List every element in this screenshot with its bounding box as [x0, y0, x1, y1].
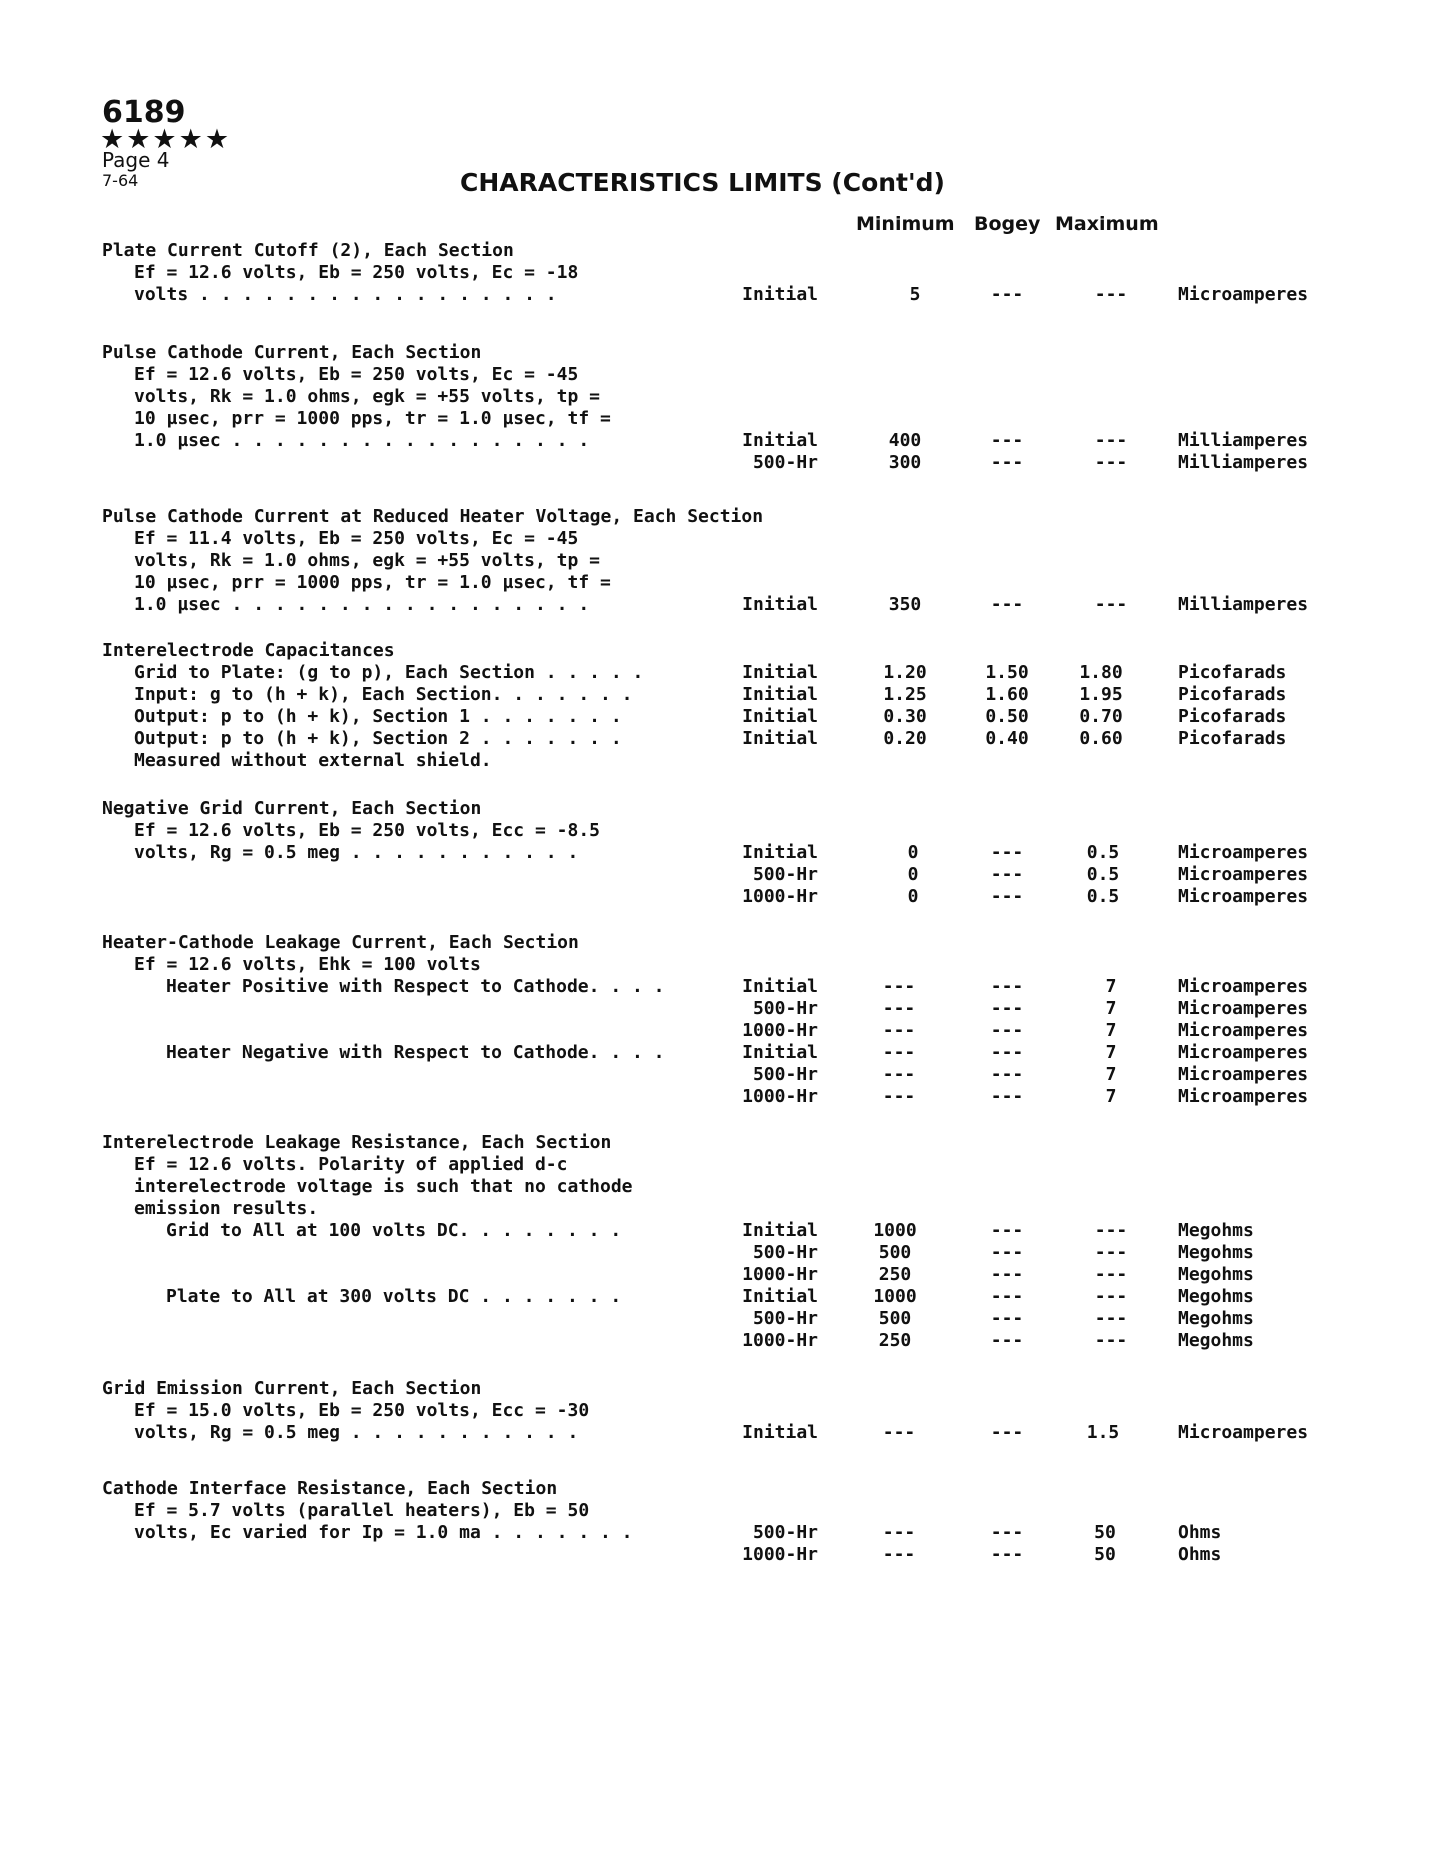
unit-label: Microamperes [1178, 842, 1309, 863]
bogey-value: --- [990, 864, 1024, 885]
maximum-value: 0.5 [1086, 886, 1120, 907]
section-title: Grid Emission Current, Each Section [102, 1378, 482, 1399]
bogey-value: --- [990, 1522, 1024, 1543]
stage-label: 500-Hr [752, 998, 818, 1019]
unit-label: Milliamperes [1178, 594, 1309, 615]
minimum-value: 350 [888, 594, 922, 615]
unit-label: Megohms [1178, 1308, 1254, 1329]
unit-label: Microamperes [1178, 1064, 1309, 1085]
minimum-value: 500 [878, 1308, 912, 1329]
unit-label: Microamperes [1178, 998, 1309, 1019]
condition-line: interelectrode voltage is such that no cathode [134, 1176, 633, 1197]
condition-line: Ef = 12.6 volts, Eb = 250 volts, Ec = -45 [134, 364, 579, 385]
maximum-value: 0.5 [1086, 864, 1120, 885]
stage-label: Initial [742, 684, 818, 705]
minimum-value: 1.20 [883, 662, 927, 683]
section-title: Cathode Interface Resistance, Each Section [102, 1478, 558, 1499]
minimum-value: --- [882, 1064, 916, 1085]
condition-line: emission results. [134, 1198, 319, 1219]
column-header-maximum: Maximum [1055, 213, 1159, 235]
minimum-value: --- [882, 1544, 916, 1565]
unit-label: Megohms [1178, 1286, 1254, 1307]
bogey-value: --- [990, 1330, 1024, 1351]
stage-label: Initial [742, 1220, 818, 1241]
condition-line: Ef = 12.6 volts. Polarity of applied d-c [134, 1154, 568, 1175]
unit-label: Picofarads [1178, 728, 1287, 749]
minimum-value: 1000 [873, 1286, 917, 1307]
stage-label: Initial [742, 706, 818, 727]
unit-label: Microamperes [1178, 1422, 1309, 1443]
section-title: Interelectrode Capacitances [102, 640, 395, 661]
minimum-value: --- [882, 1020, 916, 1041]
minimum-value: 0 [907, 842, 919, 863]
section-title: Interelectrode Leakage Resistance, Each Section [102, 1132, 612, 1153]
condition-line: Ef = 12.6 volts, Eb = 250 volts, Ecc = -8.5 [134, 820, 600, 841]
bogey-value: --- [990, 886, 1024, 907]
bogey-value: --- [990, 1544, 1024, 1565]
bogey-value: --- [990, 998, 1024, 1019]
bogey-value: --- [990, 1064, 1024, 1085]
unit-label: Picofarads [1178, 684, 1287, 705]
bogey-value: --- [990, 452, 1024, 473]
condition-line: volts, Rg = 0.5 meg . . . . . . . . . . . [134, 842, 579, 863]
condition-line: volts . . . . . . . . . . . . . . . . . [134, 284, 557, 305]
row-label: Heater Positive with Respect to Cathode. . . . [166, 976, 665, 997]
maximum-value: 50 [1094, 1544, 1116, 1565]
bogey-value: --- [990, 430, 1024, 451]
unit-label: Ohms [1178, 1544, 1222, 1565]
minimum-value: 0.20 [883, 728, 927, 749]
section-title: Pulse Cathode Current, Each Section [102, 342, 482, 363]
minimum-value: --- [882, 1042, 916, 1063]
minimum-value: 400 [888, 430, 922, 451]
bogey-value: --- [990, 1422, 1024, 1443]
stage-label: Initial [742, 976, 818, 997]
row-label: Grid to All at 100 volts DC. . . . . . . . [166, 1220, 622, 1241]
maximum-value: --- [1094, 452, 1128, 473]
unit-label: Microamperes [1178, 1020, 1309, 1041]
unit-label: Megohms [1178, 1220, 1254, 1241]
maximum-value: 7 [1105, 1064, 1117, 1085]
unit-label: Microamperes [1178, 284, 1309, 305]
minimum-value: 250 [878, 1264, 912, 1285]
stage-label: Initial [742, 662, 818, 683]
maximum-value: --- [1094, 1286, 1128, 1307]
section-title: Pulse Cathode Current at Reduced Heater Voltage, Each Section [102, 506, 764, 527]
minimum-value: 500 [878, 1242, 912, 1263]
stage-label: Initial [742, 594, 818, 615]
condition-line: Ef = 12.6 volts, Eb = 250 volts, Ec = -18 [134, 262, 579, 283]
condition-line: 1.0 µsec . . . . . . . . . . . . . . . . . [134, 430, 590, 451]
row-label: Output: p to (h + k), Section 1 . . . . . . . [134, 706, 622, 727]
minimum-value: --- [882, 1522, 916, 1543]
revision-date: 7-64 [102, 171, 139, 190]
row-label: Input: g to (h + k), Each Section. . . . . . . [134, 684, 633, 705]
stage-label: Initial [742, 1422, 818, 1443]
bogey-value: --- [990, 842, 1024, 863]
unit-label: Megohms [1178, 1264, 1254, 1285]
bogey-value: --- [990, 1042, 1024, 1063]
bogey-value: --- [990, 1220, 1024, 1241]
row-label: Heater Negative with Respect to Cathode. . . . [166, 1042, 665, 1063]
maximum-value: 7 [1105, 998, 1117, 1019]
condition-line: volts, Rg = 0.5 meg . . . . . . . . . . . [134, 1422, 579, 1443]
maximum-value: --- [1094, 1308, 1128, 1329]
maximum-value: 0.5 [1086, 842, 1120, 863]
bogey-value: --- [990, 1020, 1024, 1041]
condition-line: 1.0 µsec . . . . . . . . . . . . . . . . . [134, 594, 590, 615]
stage-label: 500-Hr [752, 1242, 818, 1263]
column-header-minimum: Minimum [856, 213, 955, 235]
minimum-value: --- [882, 1086, 916, 1107]
minimum-value: --- [882, 998, 916, 1019]
bogey-value: --- [990, 976, 1024, 997]
unit-label: Microamperes [1178, 864, 1309, 885]
condition-line: Ef = 5.7 volts (parallel heaters), Eb = 50 [134, 1500, 590, 1521]
stage-label: Initial [742, 1042, 818, 1063]
maximum-value: --- [1094, 430, 1128, 451]
stage-label: Initial [742, 728, 818, 749]
page-number: Page 4 [102, 148, 170, 172]
bogey-value: --- [990, 284, 1024, 305]
bogey-value: --- [990, 1308, 1024, 1329]
bogey-value: --- [990, 594, 1024, 615]
section-title: Plate Current Cutoff (2), Each Section [102, 240, 514, 261]
maximum-value: 7 [1105, 976, 1117, 997]
condition-line: Ef = 15.0 volts, Eb = 250 volts, Ecc = -30 [134, 1400, 590, 1421]
unit-label: Picofarads [1178, 706, 1287, 727]
maximum-value: 0.70 [1079, 706, 1123, 727]
minimum-value: 1000 [873, 1220, 917, 1241]
page-title: CHARACTERISTICS LIMITS (Cont'd) [460, 168, 945, 197]
row-label: Output: p to (h + k), Section 2 . . . . . . . [134, 728, 622, 749]
maximum-value: 1.5 [1086, 1422, 1120, 1443]
unit-label: Microamperes [1178, 976, 1309, 997]
maximum-value: --- [1094, 1330, 1128, 1351]
stage-label: 1000-Hr [742, 1020, 818, 1041]
maximum-value: --- [1094, 1242, 1128, 1263]
bogey-value: --- [990, 1242, 1024, 1263]
condition-line: Ef = 12.6 volts, Ehk = 100 volts [134, 954, 481, 975]
maximum-value: --- [1094, 1264, 1128, 1285]
bogey-value: --- [990, 1286, 1024, 1307]
maximum-value: 1.80 [1079, 662, 1123, 683]
stage-label: Initial [742, 842, 818, 863]
stage-label: 1000-Hr [742, 1330, 818, 1351]
row-label: Plate to All at 300 volts DC . . . . . . . [166, 1286, 622, 1307]
maximum-value: --- [1094, 594, 1128, 615]
row-label: Grid to Plate: (g to p), Each Section . . . . . [134, 662, 644, 683]
maximum-value: --- [1094, 284, 1128, 305]
maximum-value: 7 [1105, 1086, 1117, 1107]
rating-stars: ★★★★★ [100, 124, 232, 155]
minimum-value: 300 [888, 452, 922, 473]
unit-label: Megohms [1178, 1330, 1254, 1351]
stage-label: Initial [742, 284, 818, 305]
bogey-value: 0.40 [985, 728, 1029, 749]
minimum-value: 0 [907, 886, 919, 907]
unit-label: Microamperes [1178, 1042, 1309, 1063]
unit-label: Ohms [1178, 1522, 1222, 1543]
minimum-value: --- [882, 1422, 916, 1443]
bogey-value: 0.50 [985, 706, 1029, 727]
stage-label: 1000-Hr [742, 1086, 818, 1107]
section-title: Negative Grid Current, Each Section [102, 798, 482, 819]
condition-line: 10 µsec, prr = 1000 pps, tr = 1.0 µsec, tf = [134, 408, 611, 429]
minimum-value: --- [882, 976, 916, 997]
section-title: Heater-Cathode Leakage Current, Each Section [102, 932, 579, 953]
section-note: Measured without external shield. [134, 750, 492, 771]
condition-line: volts, Rk = 1.0 ohms, egk = +55 volts, tp = [134, 550, 600, 571]
minimum-value: 1.25 [883, 684, 927, 705]
unit-label: Microamperes [1178, 1086, 1309, 1107]
minimum-value: 250 [878, 1330, 912, 1351]
maximum-value: 7 [1105, 1042, 1117, 1063]
condition-line: 10 µsec, prr = 1000 pps, tr = 1.0 µsec, tf = [134, 572, 611, 593]
stage-label: 1000-Hr [742, 1544, 818, 1565]
maximum-value: --- [1094, 1220, 1128, 1241]
stage-label: 500-Hr [752, 1522, 818, 1543]
unit-label: Milliamperes [1178, 430, 1309, 451]
stage-label: Initial [742, 1286, 818, 1307]
maximum-value: 50 [1094, 1522, 1116, 1543]
condition-line: Ef = 11.4 volts, Eb = 250 volts, Ec = -45 [134, 528, 579, 549]
bogey-value: 1.60 [985, 684, 1029, 705]
stage-label: 1000-Hr [742, 886, 818, 907]
stage-label: 500-Hr [752, 864, 818, 885]
unit-label: Microamperes [1178, 886, 1309, 907]
bogey-value: --- [990, 1086, 1024, 1107]
stage-label: 1000-Hr [742, 1264, 818, 1285]
unit-label: Megohms [1178, 1242, 1254, 1263]
stage-label: 500-Hr [752, 1308, 818, 1329]
condition-line: volts, Rk = 1.0 ohms, egk = +55 volts, tp = [134, 386, 600, 407]
bogey-value: 1.50 [985, 662, 1029, 683]
column-header-bogey: Bogey [974, 213, 1041, 235]
tube-number: 6189 [102, 95, 186, 130]
unit-label: Milliamperes [1178, 452, 1309, 473]
maximum-value: 1.95 [1079, 684, 1123, 705]
minimum-value: 0.30 [883, 706, 927, 727]
stage-label: 500-Hr [752, 1064, 818, 1085]
stage-label: 500-Hr [752, 452, 818, 473]
stage-label: Initial [742, 430, 818, 451]
minimum-value: 0 [907, 864, 919, 885]
minimum-value: 5 [909, 284, 921, 305]
unit-label: Picofarads [1178, 662, 1287, 683]
maximum-value: 0.60 [1079, 728, 1123, 749]
condition-line: volts, Ec varied for Ip = 1.0 ma . . . . . . . [134, 1522, 633, 1543]
bogey-value: --- [990, 1264, 1024, 1285]
maximum-value: 7 [1105, 1020, 1117, 1041]
